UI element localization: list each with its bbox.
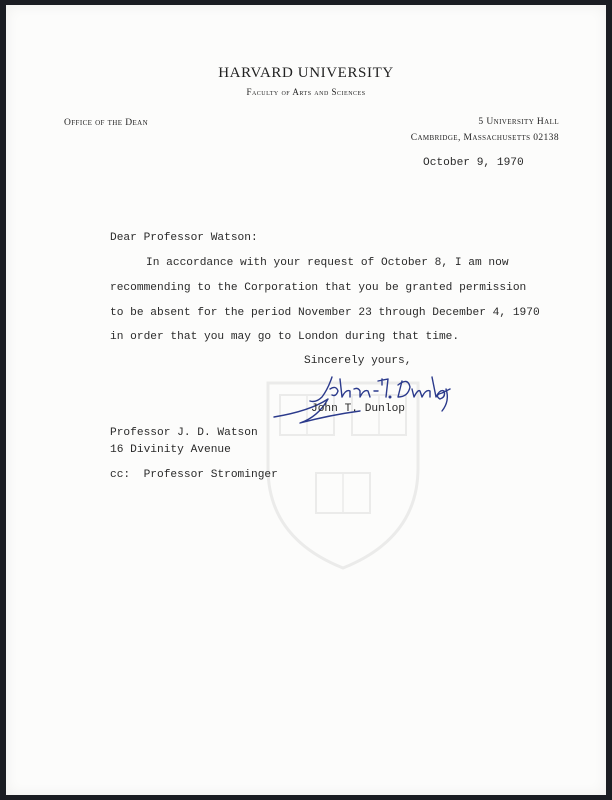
handwritten-signature [270, 367, 460, 427]
body-line-3: to be absent for the period November 23 through December 4, 1970 [110, 307, 540, 319]
body-line-2: recommending to the Corporation that you be granted permission [110, 282, 527, 294]
body-line-1: In accordance with your request of October 8, I am now [146, 257, 509, 269]
letter-closing: Sincerely yours, [304, 355, 412, 367]
letterhead-address [411, 114, 559, 146]
letterhead-institution: HARVARD UNIVERSITY [218, 65, 394, 81]
address-line-1: 5 University Hall [478, 117, 559, 127]
letter-salutation: Dear Professor Watson: [110, 232, 258, 244]
signer-name: John T. Dunlop [311, 403, 405, 415]
recipient-name: Professor J. D. Watson [110, 427, 258, 439]
recipient-address: 16 Divinity Avenue [110, 444, 231, 456]
cc-line: cc: Professor Strominger [110, 469, 278, 481]
address-line-2: Cambridge, Massachusetts 02138 [410, 133, 559, 143]
letter-date: October 9, 1970 [423, 157, 524, 169]
letter-page [6, 5, 606, 795]
letterhead-office: Office of the Dean [64, 118, 149, 128]
body-line-4: in order that you may go to London during that time. [110, 331, 460, 343]
letterhead-faculty: Faculty of Arts and Sciences [246, 87, 366, 97]
